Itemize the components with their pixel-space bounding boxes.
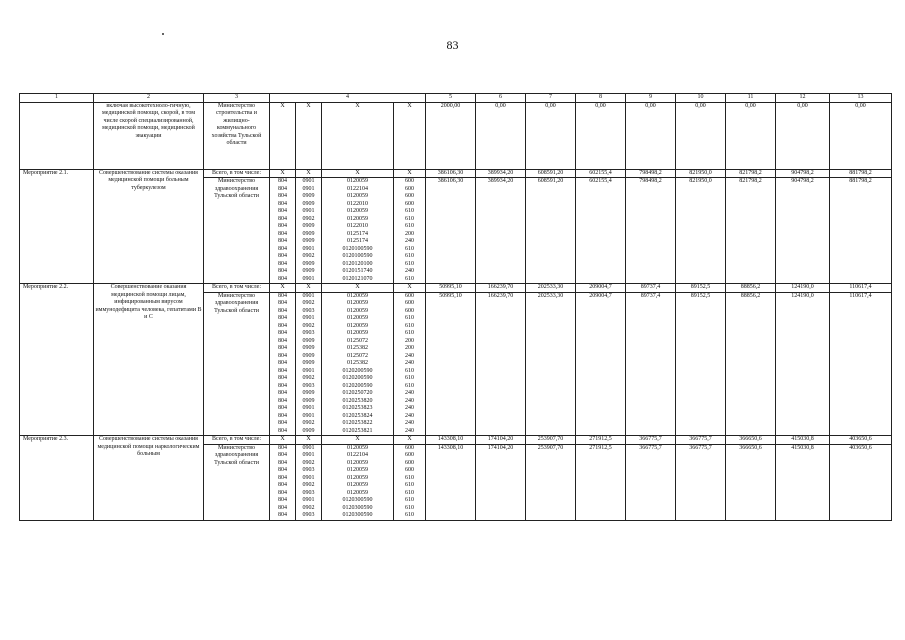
code-value: 804 bbox=[278, 444, 287, 451]
code-value: 0901 bbox=[302, 497, 315, 503]
code-value: 0120059 bbox=[347, 330, 368, 336]
code-value: 200 bbox=[405, 337, 414, 344]
header-cell: 6 bbox=[476, 94, 526, 103]
code-column bbox=[296, 444, 322, 520]
value-cell: 89152,5 bbox=[676, 292, 726, 436]
code-value: 0125174 bbox=[347, 230, 368, 237]
code-column bbox=[270, 178, 296, 284]
executor-cell: Министерство здравоохранения Тульской области bbox=[204, 292, 270, 436]
code-value: 0903 bbox=[302, 489, 315, 496]
value-cell: 110617,4 bbox=[830, 292, 892, 436]
code-value: 804 bbox=[278, 512, 287, 518]
header-cell: 1 bbox=[20, 94, 94, 103]
value-cell: 89737,4 bbox=[626, 292, 676, 436]
total-value-cell: 174104,20 bbox=[476, 436, 526, 445]
page-number: 83 bbox=[446, 38, 459, 52]
event-name: Мероприятие 2.3. bbox=[20, 436, 94, 521]
code-value: 610 bbox=[405, 382, 414, 389]
value-cell: 415030,8 bbox=[776, 444, 830, 520]
value-cell: 253907,70 bbox=[526, 444, 576, 520]
code-value: 610 bbox=[405, 489, 414, 496]
code-value: 0901 bbox=[302, 367, 315, 374]
code-value: 0120250720 bbox=[342, 390, 373, 396]
code-value: 0125072 bbox=[347, 352, 368, 359]
table-row-total bbox=[20, 284, 892, 293]
value-cell: 0,00 bbox=[726, 102, 776, 169]
code-value: 240 bbox=[405, 390, 414, 396]
total-value-cell: 403650,6 bbox=[830, 436, 892, 445]
code-value: 610 bbox=[405, 330, 414, 336]
code-value: 200 bbox=[405, 345, 414, 351]
code-value: 804 bbox=[278, 245, 287, 252]
x-cell: X bbox=[296, 436, 322, 445]
code-value: 0909 bbox=[302, 360, 315, 366]
header-cell: 9 bbox=[626, 94, 676, 103]
code-value: 0909 bbox=[302, 223, 315, 229]
value-cell: 209004,7 bbox=[576, 292, 626, 436]
code-value: 600 bbox=[405, 200, 414, 207]
total-value-cell: 271912,5 bbox=[576, 436, 626, 445]
code-value: 0125174 bbox=[347, 238, 368, 244]
header-cell: 4 bbox=[270, 94, 426, 103]
code-value: 804 bbox=[278, 497, 287, 503]
code-value: 0120059 bbox=[347, 178, 368, 184]
code-value: 0120059 bbox=[347, 459, 368, 466]
code-value: 0120100590 bbox=[342, 253, 373, 259]
code-value: 0120200590 bbox=[342, 382, 373, 389]
code-value: 0901 bbox=[302, 185, 315, 192]
value-cell: 271912,5 bbox=[576, 444, 626, 520]
code-value: 240 bbox=[405, 397, 414, 404]
code-value: 610 bbox=[405, 512, 414, 518]
code-value: 804 bbox=[278, 420, 287, 426]
total-value-cell: 50995,10 bbox=[426, 284, 476, 293]
total-value-cell: 366650,6 bbox=[726, 436, 776, 445]
code-value: 0903 bbox=[302, 307, 315, 314]
header-cell: 7 bbox=[526, 94, 576, 103]
executor-cell: Министерство здравоохранения Тульской области bbox=[204, 444, 270, 520]
code-column bbox=[394, 292, 426, 436]
code-value: 0902 bbox=[302, 482, 315, 488]
value-cell: 202533,30 bbox=[526, 292, 576, 436]
value-cell: 50995,10 bbox=[426, 292, 476, 436]
code-value: 804 bbox=[278, 482, 287, 488]
x-cell: X bbox=[296, 284, 322, 293]
header-row bbox=[20, 94, 892, 103]
code-value: 0909 bbox=[302, 268, 315, 274]
event-description: Совершенствование системы оказания медицинской помощи больным туберкулезом bbox=[94, 169, 204, 284]
code-value: 804 bbox=[278, 300, 287, 306]
code-value: 610 bbox=[405, 497, 414, 503]
code-value: 0902 bbox=[302, 420, 315, 426]
code-column bbox=[296, 292, 322, 436]
value-cell: 0,00 bbox=[626, 102, 676, 169]
code-column bbox=[270, 444, 296, 520]
code-value: 804 bbox=[278, 367, 287, 374]
header-cell: 5 bbox=[426, 94, 476, 103]
code-value: 0122104 bbox=[347, 452, 368, 458]
code-value: 0901 bbox=[302, 245, 315, 252]
total-label: Всего, в том числе: bbox=[204, 284, 270, 293]
code-value: 0120253820 bbox=[342, 397, 373, 404]
code-value: 0909 bbox=[302, 337, 315, 344]
code-value: 804 bbox=[278, 268, 287, 274]
total-value-cell: 253907,70 bbox=[526, 436, 576, 445]
x-cell: X bbox=[394, 169, 426, 178]
code-value: 600 bbox=[405, 307, 414, 314]
code-value: 804 bbox=[278, 238, 287, 244]
code-value: 0902 bbox=[302, 253, 315, 259]
code-value: 804 bbox=[278, 397, 287, 404]
x-cell: X bbox=[270, 102, 296, 169]
total-value-cell: 821798,2 bbox=[726, 169, 776, 178]
code-value: 804 bbox=[278, 427, 287, 434]
value-cell: 143308,10 bbox=[426, 444, 476, 520]
code-value: 0901 bbox=[302, 452, 315, 458]
code-value: 600 bbox=[405, 452, 414, 458]
x-cell: X bbox=[322, 102, 394, 169]
code-value: 610 bbox=[405, 215, 414, 222]
total-value-cell: 602155,4 bbox=[576, 169, 626, 178]
code-value: 0902 bbox=[302, 215, 315, 222]
value-cell: 0,00 bbox=[830, 102, 892, 169]
code-value: 610 bbox=[405, 275, 414, 282]
code-value: 804 bbox=[278, 185, 287, 192]
value-cell: 88856,2 bbox=[726, 292, 776, 436]
event-name-cell bbox=[20, 102, 94, 169]
executor-cell: Министерство строительства и жилищно-коммунального хозяйства Тульской области bbox=[204, 102, 270, 169]
stray-dot bbox=[162, 33, 164, 35]
code-column bbox=[394, 178, 426, 284]
total-value-cell: 366775,7 bbox=[626, 436, 676, 445]
total-value-cell: 89152,5 bbox=[676, 284, 726, 293]
code-value: 0901 bbox=[302, 292, 315, 299]
code-value: 0909 bbox=[302, 352, 315, 359]
code-value: 804 bbox=[278, 467, 287, 473]
total-value-cell: 89737,4 bbox=[626, 284, 676, 293]
code-column bbox=[322, 444, 394, 520]
code-value: 0122010 bbox=[347, 200, 368, 207]
code-value: 804 bbox=[278, 230, 287, 237]
code-value: 240 bbox=[405, 238, 414, 244]
code-value: 610 bbox=[405, 260, 414, 267]
code-value: 240 bbox=[405, 352, 414, 359]
code-value: 600 bbox=[405, 178, 414, 184]
value-cell: 821950,0 bbox=[676, 178, 726, 284]
total-value-cell: 415030,8 bbox=[776, 436, 830, 445]
code-value: 0909 bbox=[302, 397, 315, 404]
code-value: 0903 bbox=[302, 512, 315, 518]
code-value: 804 bbox=[278, 178, 287, 184]
code-column bbox=[322, 292, 394, 436]
table-row-total bbox=[20, 436, 892, 445]
code-value: 0120121070 bbox=[342, 275, 373, 282]
total-value-cell: 366775,7 bbox=[676, 436, 726, 445]
event-description: Совершенствование оказания медицинской помощи лицам, инфицированным вирусом иммунодефицита человека, гепатитами B и C bbox=[94, 284, 204, 436]
code-value: 0120059 bbox=[347, 315, 368, 321]
value-cell: 366775,7 bbox=[676, 444, 726, 520]
budget-table bbox=[19, 93, 892, 521]
code-value: 804 bbox=[278, 275, 287, 282]
code-value: 804 bbox=[278, 253, 287, 259]
code-value: 0909 bbox=[302, 427, 315, 434]
code-value: 610 bbox=[405, 208, 414, 214]
x-cell: X bbox=[270, 284, 296, 293]
total-value-cell: 166239,70 bbox=[476, 284, 526, 293]
x-cell: X bbox=[322, 284, 394, 293]
code-value: 610 bbox=[405, 223, 414, 229]
code-value: 804 bbox=[278, 215, 287, 222]
code-value: 0909 bbox=[302, 238, 315, 244]
code-value: 0120059 bbox=[347, 215, 368, 222]
code-value: 804 bbox=[278, 193, 287, 199]
code-value: 0120059 bbox=[347, 482, 368, 488]
code-value: 804 bbox=[278, 504, 287, 511]
code-value: 610 bbox=[405, 375, 414, 381]
executor-cell: Министерство здравоохранения Тульской области bbox=[204, 178, 270, 284]
header-cell: 11 bbox=[726, 94, 776, 103]
code-value: 0120059 bbox=[347, 489, 368, 496]
header-cell: 8 bbox=[576, 94, 626, 103]
value-cell: 0,00 bbox=[576, 102, 626, 169]
value-cell: 821798,2 bbox=[726, 178, 776, 284]
code-value: 610 bbox=[405, 253, 414, 259]
code-value: 804 bbox=[278, 337, 287, 344]
code-value: 610 bbox=[405, 504, 414, 511]
code-value: 0909 bbox=[302, 345, 315, 351]
total-value-cell: 904798,2 bbox=[776, 169, 830, 178]
code-value: 804 bbox=[278, 390, 287, 396]
x-cell: X bbox=[270, 169, 296, 178]
x-cell: X bbox=[322, 436, 394, 445]
total-label: Всего, в том числе: bbox=[204, 169, 270, 178]
code-value: 600 bbox=[405, 444, 414, 451]
x-cell: X bbox=[296, 102, 322, 169]
code-value: 0120200590 bbox=[342, 367, 373, 374]
code-value: 804 bbox=[278, 322, 287, 329]
total-value-cell: 798498,2 bbox=[626, 169, 676, 178]
code-value: 804 bbox=[278, 459, 287, 466]
code-value: 0902 bbox=[302, 322, 315, 329]
code-value: 804 bbox=[278, 208, 287, 214]
code-value: 0909 bbox=[302, 230, 315, 237]
code-value: 0901 bbox=[302, 315, 315, 321]
value-cell: 0,00 bbox=[676, 102, 726, 169]
value-cell: 124190,0 bbox=[776, 292, 830, 436]
code-value: 0120100590 bbox=[342, 245, 373, 252]
code-value: 804 bbox=[278, 489, 287, 496]
code-value: 600 bbox=[405, 459, 414, 466]
value-cell: 0,00 bbox=[776, 102, 830, 169]
code-value: 0120059 bbox=[347, 474, 368, 481]
code-value: 240 bbox=[405, 412, 414, 419]
code-value: 804 bbox=[278, 330, 287, 336]
code-value: 0909 bbox=[302, 200, 315, 207]
code-column bbox=[296, 178, 322, 284]
total-value-cell: 124190,0 bbox=[776, 284, 830, 293]
code-value: 0901 bbox=[302, 444, 315, 451]
code-value: 0902 bbox=[302, 504, 315, 511]
value-cell: 608591,20 bbox=[526, 178, 576, 284]
code-value: 0120151740 bbox=[342, 268, 373, 274]
total-value-cell: 110617,4 bbox=[830, 284, 892, 293]
code-value: 600 bbox=[405, 467, 414, 473]
code-value: 600 bbox=[405, 193, 414, 199]
header-cell: 10 bbox=[676, 94, 726, 103]
value-cell: 166239,70 bbox=[476, 292, 526, 436]
value-cell: 366650,6 bbox=[726, 444, 776, 520]
code-value: 0120059 bbox=[347, 292, 368, 299]
total-value-cell: 821950,0 bbox=[676, 169, 726, 178]
code-value: 0125382 bbox=[347, 345, 368, 351]
code-value: 0120059 bbox=[347, 300, 368, 306]
code-value: 200 bbox=[405, 230, 414, 237]
code-value: 0903 bbox=[302, 330, 315, 336]
code-value: 610 bbox=[405, 474, 414, 481]
code-value: 804 bbox=[278, 360, 287, 366]
total-label: Всего, в том числе: bbox=[204, 436, 270, 445]
code-value: 240 bbox=[405, 405, 414, 411]
event-name: Мероприятие 2.1. bbox=[20, 169, 94, 284]
code-value: 0120300590 bbox=[342, 512, 373, 518]
value-cell: 389934,20 bbox=[476, 178, 526, 284]
code-value: 804 bbox=[278, 412, 287, 419]
total-value-cell: 881798,2 bbox=[830, 169, 892, 178]
x-cell: X bbox=[394, 102, 426, 169]
code-value: 0909 bbox=[302, 390, 315, 396]
code-value: 0902 bbox=[302, 375, 315, 381]
value-cell: 904798,2 bbox=[776, 178, 830, 284]
code-value: 0120253822 bbox=[342, 420, 373, 426]
code-value: 600 bbox=[405, 185, 414, 192]
code-value: 804 bbox=[278, 223, 287, 229]
value-cell: 2000,00 bbox=[426, 102, 476, 169]
code-value: 610 bbox=[405, 322, 414, 329]
code-value: 0901 bbox=[302, 275, 315, 282]
code-value: 0902 bbox=[302, 459, 315, 466]
code-value: 0901 bbox=[302, 474, 315, 481]
total-value-cell: 143308,10 bbox=[426, 436, 476, 445]
code-value: 610 bbox=[405, 482, 414, 488]
event-name: Мероприятие 2.2. bbox=[20, 284, 94, 436]
code-value: 804 bbox=[278, 452, 287, 458]
total-value-cell: 608591,20 bbox=[526, 169, 576, 178]
code-value: 804 bbox=[278, 200, 287, 207]
code-value: 0120253824 bbox=[342, 412, 373, 419]
code-value: 0125382 bbox=[347, 360, 368, 366]
value-cell: 0,00 bbox=[526, 102, 576, 169]
code-value: 0122010 bbox=[347, 223, 368, 229]
x-cell: X bbox=[296, 169, 322, 178]
code-value: 0120059 bbox=[347, 322, 368, 329]
code-value: 804 bbox=[278, 375, 287, 381]
code-column bbox=[322, 178, 394, 284]
code-value: 804 bbox=[278, 345, 287, 351]
total-value-cell: 389934,20 bbox=[476, 169, 526, 178]
code-value: 804 bbox=[278, 292, 287, 299]
code-value: 0901 bbox=[302, 405, 315, 411]
value-cell: 881798,2 bbox=[830, 178, 892, 284]
table-row-total bbox=[20, 169, 892, 178]
event-description: Совершенствование системы оказания медицинской помощи наркологическим больным bbox=[94, 436, 204, 521]
code-value: 0120059 bbox=[347, 193, 368, 199]
header-cell: 13 bbox=[830, 94, 892, 103]
code-value: 0120253821 bbox=[342, 427, 373, 434]
code-value: 610 bbox=[405, 245, 414, 252]
code-value: 610 bbox=[405, 367, 414, 374]
code-value: 240 bbox=[405, 360, 414, 366]
code-value: 804 bbox=[278, 260, 287, 267]
value-cell: 798498,2 bbox=[626, 178, 676, 284]
x-cell: X bbox=[270, 436, 296, 445]
code-value: 804 bbox=[278, 315, 287, 321]
value-cell: 602155,4 bbox=[576, 178, 626, 284]
code-value: 0120120100 bbox=[342, 260, 373, 267]
code-value: 0120059 bbox=[347, 307, 368, 314]
code-value: 0120300590 bbox=[342, 497, 373, 503]
header-cell: 3 bbox=[204, 94, 270, 103]
total-value-cell: 209004,7 bbox=[576, 284, 626, 293]
x-cell: X bbox=[394, 436, 426, 445]
code-value: 240 bbox=[405, 420, 414, 426]
value-cell: 403650,6 bbox=[830, 444, 892, 520]
code-column bbox=[394, 444, 426, 520]
code-value: 0120300590 bbox=[342, 504, 373, 511]
code-value: 0902 bbox=[302, 300, 315, 306]
value-cell: 174104,20 bbox=[476, 444, 526, 520]
x-cell: X bbox=[394, 284, 426, 293]
value-cell: 386106,30 bbox=[426, 178, 476, 284]
code-value: 804 bbox=[278, 405, 287, 411]
code-value: 804 bbox=[278, 352, 287, 359]
code-value: 0120059 bbox=[347, 444, 368, 451]
code-value: 0120059 bbox=[347, 467, 368, 473]
code-value: 0903 bbox=[302, 467, 315, 473]
table-row bbox=[20, 102, 892, 169]
code-value: 0120059 bbox=[347, 208, 368, 214]
code-value: 0125072 bbox=[347, 337, 368, 344]
total-value-cell: 88856,2 bbox=[726, 284, 776, 293]
code-value: 240 bbox=[405, 427, 414, 434]
code-value: 600 bbox=[405, 292, 414, 299]
event-description: включая высокотехноло-гичную, медицинской помощи, скорой, в том числе скорой специализированной, медицинской помощи, медицинской эвакуации bbox=[94, 102, 204, 169]
code-value: 610 bbox=[405, 315, 414, 321]
value-cell: 366775,7 bbox=[626, 444, 676, 520]
code-value: 0901 bbox=[302, 208, 315, 214]
code-value: 0903 bbox=[302, 382, 315, 389]
code-value: 0122104 bbox=[347, 185, 368, 192]
code-value: 804 bbox=[278, 382, 287, 389]
total-value-cell: 386106,30 bbox=[426, 169, 476, 178]
code-value: 0909 bbox=[302, 260, 315, 267]
code-column bbox=[270, 292, 296, 436]
code-value: 804 bbox=[278, 474, 287, 481]
code-value: 804 bbox=[278, 307, 287, 314]
total-value-cell: 202533,30 bbox=[526, 284, 576, 293]
code-value: 0120253823 bbox=[342, 405, 373, 411]
header-cell: 12 bbox=[776, 94, 830, 103]
code-value: 0901 bbox=[302, 178, 315, 184]
code-value: 0901 bbox=[302, 412, 315, 419]
header-cell: 2 bbox=[94, 94, 204, 103]
code-value: 0120200590 bbox=[342, 375, 373, 381]
x-cell: X bbox=[322, 169, 394, 178]
code-value: 600 bbox=[405, 300, 414, 306]
value-cell: 0,00 bbox=[476, 102, 526, 169]
code-value: 0909 bbox=[302, 193, 315, 199]
code-value: 240 bbox=[405, 268, 414, 274]
